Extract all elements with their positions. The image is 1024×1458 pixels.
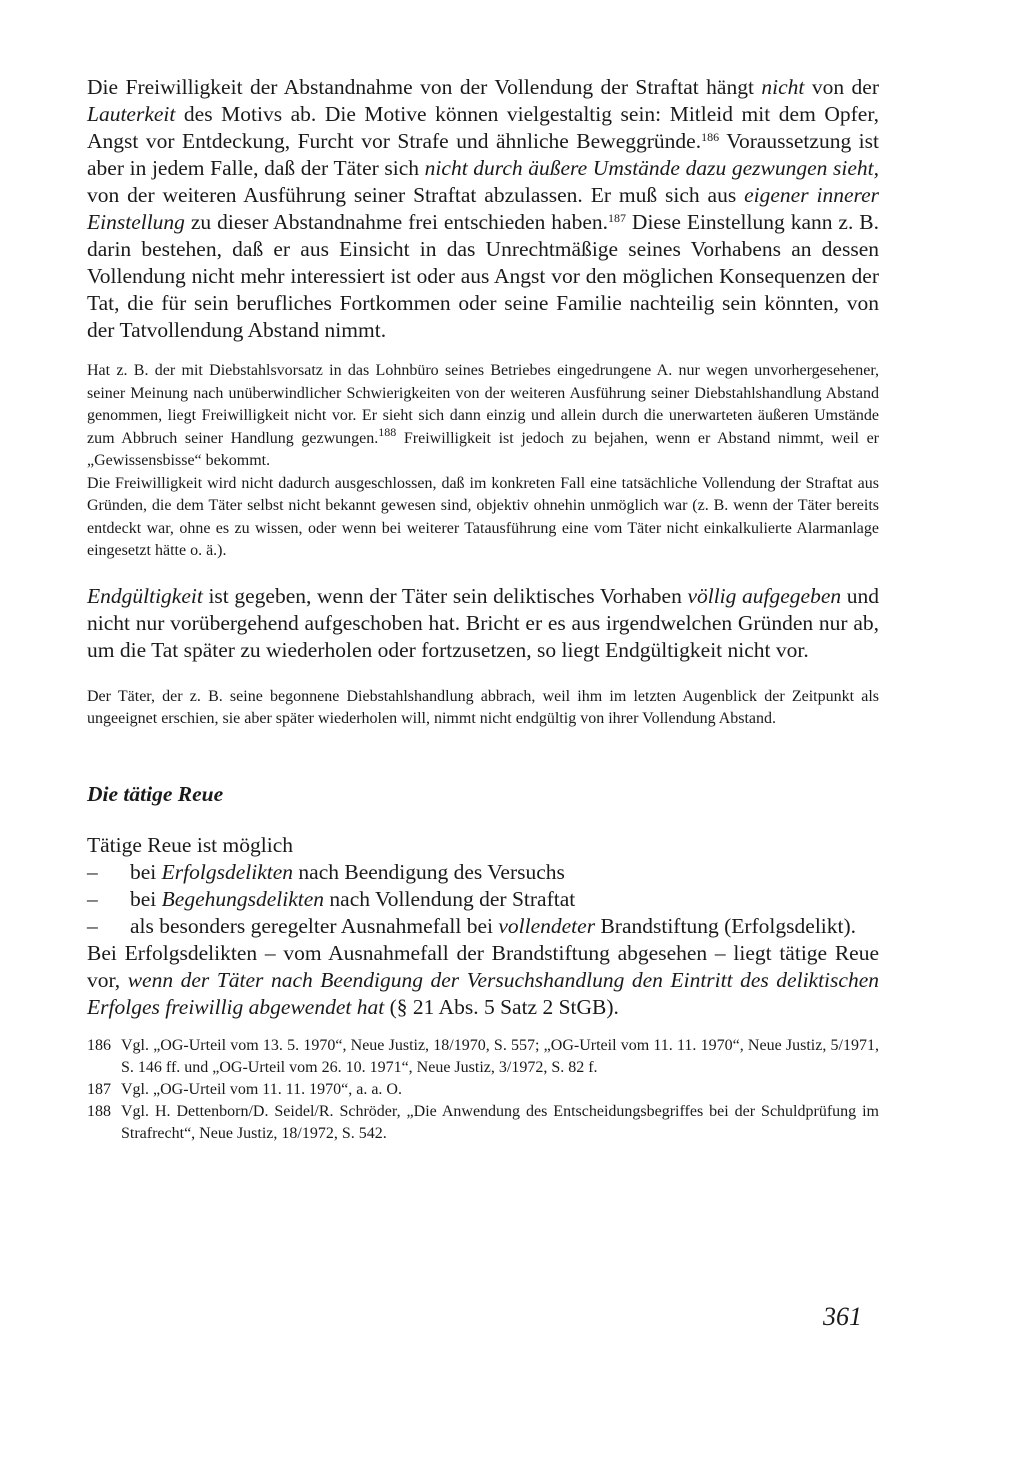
footnote-186	[87, 1035, 879, 1079]
section-heading: Die tätige Reue	[87, 781, 224, 806]
italic-run: eigener innerer Einstellung	[87, 183, 879, 234]
footnote-number: 187	[87, 1080, 111, 1098]
list-intro: Tätige Reue ist möglich	[87, 832, 293, 857]
text-run: nach Beendigung des Versuchs	[293, 859, 565, 884]
example-block-freiwilligkeit	[87, 360, 879, 563]
dash-list	[87, 859, 879, 940]
list-item	[87, 913, 879, 940]
italic-run: Endgültigkeit	[87, 583, 203, 608]
dash-bullet: –	[87, 859, 98, 884]
text-run: als besonders geregelter Ausnahmefall bei	[130, 913, 499, 938]
dash-bullet: –	[87, 913, 98, 938]
example-paragraph-endgueltigkeit: Der Täter, der z. B. seine begonnene Diebstahlshandlung abbrach, weil ihm im letzten Augenblick der Zeitpunkt als ungeeignet erschien, sie aber später wiederholen will, nimmt nicht endgültig von ihrer Vollendung Abstand.	[87, 687, 879, 727]
paragraph-freiwilligkeit	[87, 74, 879, 344]
example-paragraph	[87, 360, 879, 473]
dash-bullet: –	[87, 886, 98, 911]
text-run: Brandstiftung (Erfolgsdelikt).	[595, 913, 857, 938]
text-run: ist gegeben, wenn der Täter sein deliktisches Vorhaben	[202, 583, 688, 608]
footnote-ref-187[interactable]: 187	[608, 211, 626, 225]
text-run: bei	[130, 859, 162, 884]
text-run: von der	[804, 75, 879, 99]
footnote-ref-188[interactable]: 188	[378, 424, 397, 439]
footnote-number: 188	[87, 1102, 111, 1120]
italic-run: Lauterkeit	[87, 102, 176, 126]
text-run: nach Vollendung der Straftat	[324, 886, 576, 911]
text-run: Diese Einstellung kann z. B. darin bestehen, daß er aus Einsicht in das Unrechtmäßige seines Vorhabens an dessen Vollendung nicht mehr interessiert ist oder aus Angst vor den möglichen Konsequenzen der Tat, die für sein berufliches Fortkommen oder seine Familie nachteilig sein könnten, von der Tatvollendung Abstand nimmt.	[87, 210, 879, 342]
text-run: zu dieser Abstandnahme frei entschieden haben.	[184, 210, 608, 234]
taetige-reue-section	[87, 832, 879, 1021]
italic-run: Begehungsdelikten	[161, 886, 325, 911]
list-item	[87, 859, 879, 886]
footnote-text: Vgl. „OG-Urteil vom 13. 5. 1970“, Neue Justiz, 18/1970, S. 557; „OG-Urteil vom 11. 11. 1970“, Neue Justiz, 5/1971, S. 146 ff. und „OG-Urteil vom 26. 10. 1971“, Neue Justiz, 3/1972, S. 82 f.	[121, 1036, 879, 1076]
text-run: des Motivs ab. Die Motive können vielgestaltig sein: Mitleid mit dem Opfer, Angst vor Entdeckung, Furcht vor Strafe und ähnliche Beweggründe.	[87, 102, 879, 153]
footnote-ref-186[interactable]: 186	[701, 130, 720, 144]
footnote-188	[87, 1101, 879, 1145]
text-run: Hat z. B. der mit Diebstahlsvorsatz in das Lohnbüro seines Betriebes eingedrungene A. nur wegen unvorhergesehener, seiner Meinung nach unüberwindlicher Schwierigkeiten von der weiteren Ausführung seiner Diebstahlshandlung Abstand genommen, liegt Freiwilligkeit nicht vor. Er sieht sich dann einzig und allein durch die unerwarteten äußeren Umstände zum Abbruch seiner Handlung gezwungen.	[87, 362, 879, 447]
italic-run: wenn der Täter nach Beendigung der Versuchshandlung den Eintritt des deliktischen Erfolges freiwillig abgewendet hat	[87, 967, 879, 1019]
text-run: Freiwilligkeit ist jedoch zu bejahen, wenn er Abstand nimmt, weil er „Gewissensbisse“ bekommt.	[87, 429, 879, 469]
footnote-number: 186	[87, 1036, 111, 1054]
text-run: Bei Erfolgsdelikten – vom Ausnahmefall der Brandstiftung abgesehen – liegt tätige Reue vor,	[87, 940, 879, 992]
text-run: Die Freiwilligkeit der Abstandnahme von der Vollendung der Straftat hängt	[87, 75, 762, 99]
text-run: Voraussetzung ist aber in jedem Falle, daß der Täter sich	[87, 129, 880, 180]
italic-run: nicht durch äußere Umstände dazu gezwungen sieht,	[424, 156, 879, 180]
footnote-text: Vgl. „OG-Urteil vom 11. 11. 1970“, a. a. O.	[121, 1080, 402, 1098]
italic-run: völlig aufgegeben	[687, 583, 842, 608]
footnote-text: Vgl. H. Dettenborn/D. Seidel/R. Schröder, „Die Anwendung des Entscheidungsbegriffes bei der Schuldprüfung im Strafrecht“, Neue Justiz, 18/1972, S. 542.	[121, 1102, 879, 1142]
paragraph-erfolgsdelikte	[87, 940, 879, 1021]
italic-run: vollendeter	[498, 913, 596, 938]
list-item	[87, 886, 879, 913]
page-content	[87, 74, 879, 1145]
text-run: von der weiteren Ausführung seiner Straftat abzulassen. Er muß sich aus	[87, 183, 745, 207]
italic-run: Erfolgsdelikten	[161, 859, 294, 884]
page-number: 361	[823, 1302, 862, 1331]
footnote-187	[87, 1079, 879, 1101]
footnotes	[87, 1035, 879, 1145]
example-paragraph: Die Freiwilligkeit wird nicht dadurch ausgeschlossen, daß im konkreten Fall eine tatsächliche Vollendung der Straftat aus Gründen, die dem Täter selbst nicht bekannt gewesen sind, objektiv ohnehin unmöglich war (z. B. wenn der Täter bereits entdeckt war, ohne es zu wissen, oder wenn bei weiterer Tatausführung eine vom Täter nicht einkalkulierte Alarmanlage eingesetzt hätte o. ä.).	[87, 474, 879, 559]
paragraph-endgueltigkeit	[87, 583, 879, 664]
italic-run: nicht	[761, 75, 805, 99]
text-run: (§ 21 Abs. 5 Satz 2 StGB).	[384, 994, 619, 1019]
text-run: bei	[130, 886, 162, 911]
text-run: und nicht nur vorübergehend aufgeschoben hat. Bricht er es aus irgendwelchen Gründen nur ab, um die Tat später zu wiederholen oder fortzusetzen, so liegt Endgültigkeit nicht vor.	[87, 583, 879, 662]
